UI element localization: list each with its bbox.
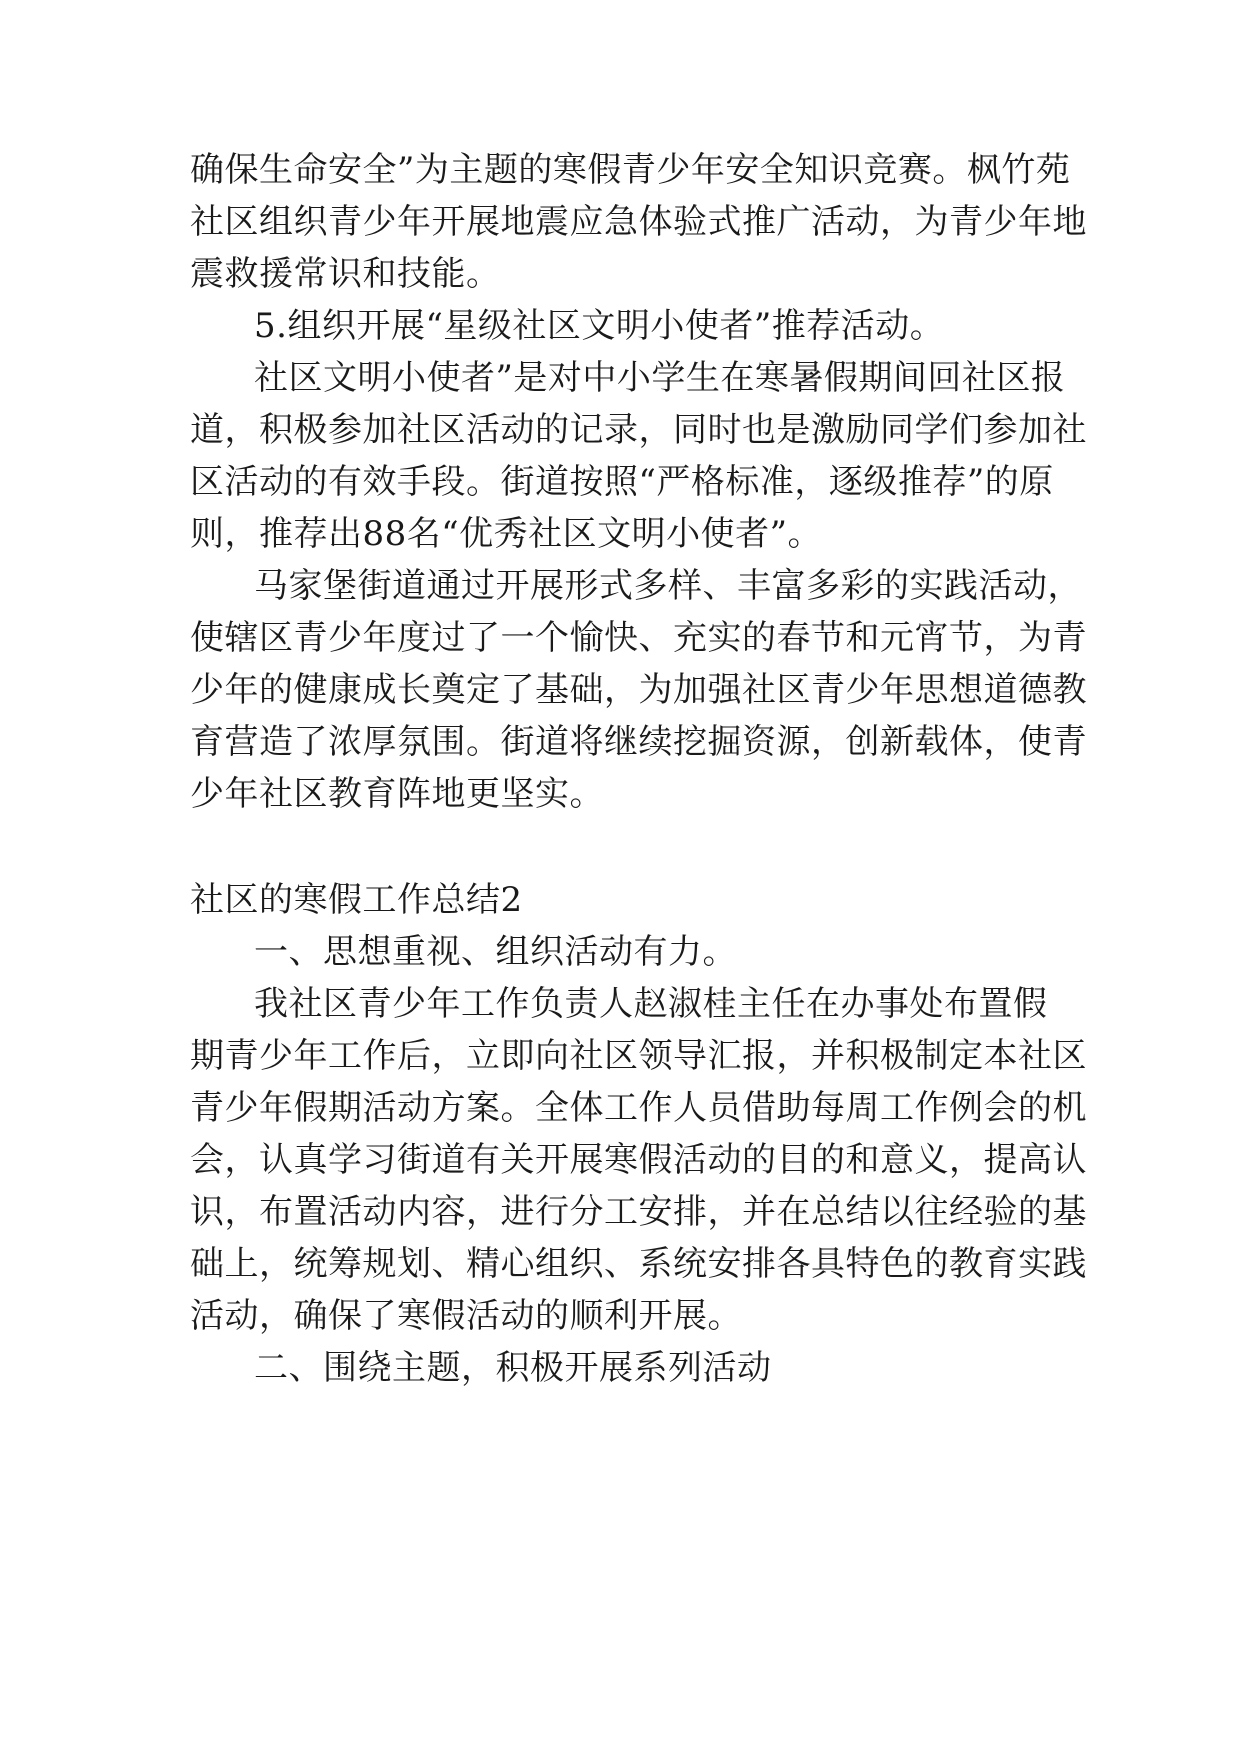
paragraph-line: 青少年假期活动方案。全体工作人员借助每周工作例会的机 bbox=[190, 1088, 1087, 1128]
paragraph-line: 础上，统筹规划、精心组织、系统安排各具特色的教育实践 bbox=[190, 1244, 1087, 1284]
paragraph-line: 使辖区青少年度过了一个愉快、充实的春节和元宵节，为青 bbox=[190, 618, 1087, 658]
paragraph-line: 社区组织青少年开展地震应急体验式推广活动，为青少年地 bbox=[190, 202, 1087, 242]
paragraph-line: 期青少年工作后，立即向社区领导汇报，并积极制定本社区 bbox=[190, 1036, 1087, 1076]
paragraph-line: 育营造了浓厚氛围。街道将继续挖掘资源，创新载体，使青 bbox=[190, 722, 1087, 762]
paragraph-line: 活动，确保了寒假活动的顺利开展。 bbox=[190, 1296, 742, 1336]
paragraph-line: 我社区青少年工作负责人赵淑桂主任在办事处布置假 bbox=[254, 984, 1048, 1024]
section-title: 社区的寒假工作总结2 bbox=[190, 880, 523, 920]
list-item-heading: 5.组织开展“星级社区文明小使者”推荐活动。 bbox=[254, 306, 945, 346]
section-heading: 二、围绕主题，积极开展系列活动 bbox=[254, 1348, 772, 1388]
paragraph-line: 社区文明小使者”是对中小学生在寒暑假期间回社区报 bbox=[254, 358, 1066, 398]
paragraph-line: 则，推荐出88名“优秀社区文明小使者”。 bbox=[190, 514, 823, 554]
paragraph-line: 识，布置活动内容，进行分工安排，并在总结以往经验的基 bbox=[190, 1192, 1087, 1232]
paragraph-line: 区活动的有效手段。街道按照“严格标准，逐级推荐”的原 bbox=[190, 462, 1054, 502]
paragraph-line: 马家堡街道通过开展形式多样、丰富多彩的实践活动， bbox=[254, 566, 1082, 606]
paragraph-line: 震救援常识和技能。 bbox=[190, 254, 501, 294]
paragraph-line: 少年的健康成长奠定了基础，为加强社区青少年思想道德教 bbox=[190, 670, 1087, 710]
paragraph-line: 道，积极参加社区活动的记录，同时也是激励同学们参加社 bbox=[190, 410, 1087, 450]
section-heading: 一、思想重视、组织活动有力。 bbox=[254, 932, 737, 972]
paragraph-line: 会，认真学习街道有关开展寒假活动的目的和意义，提高认 bbox=[190, 1140, 1087, 1180]
paragraph-line: 少年社区教育阵地更坚实。 bbox=[190, 774, 604, 814]
paragraph-line: 确保生命安全”为主题的寒假青少年安全知识竞赛。枫竹苑 bbox=[190, 150, 1071, 190]
